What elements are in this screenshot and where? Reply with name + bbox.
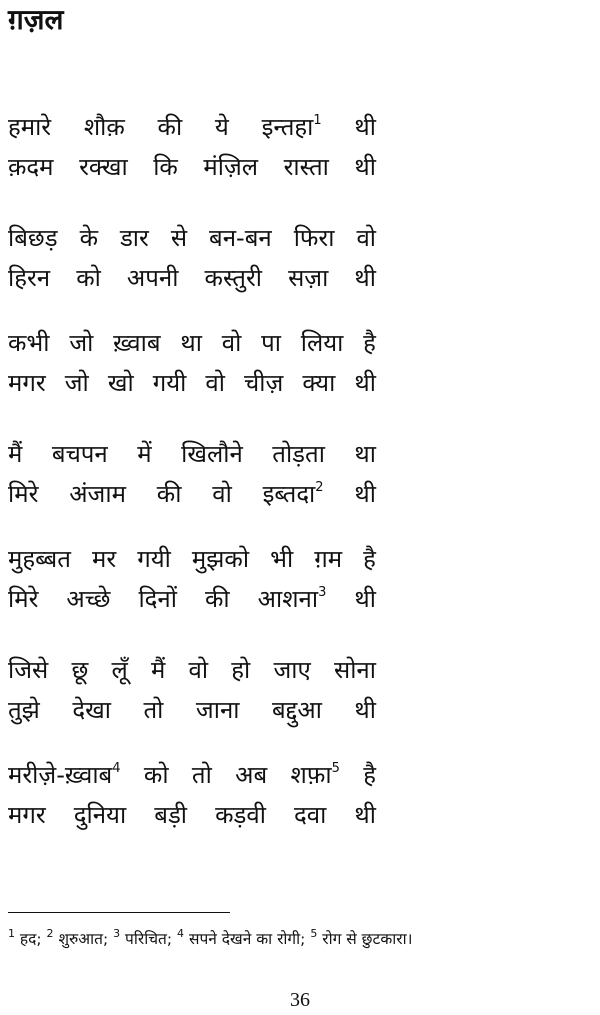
poem-word-text: तुझे (8, 696, 40, 724)
poem-line (8, 539, 376, 579)
poem-word-text: दुनिया (73, 801, 127, 829)
poem-word-text: जो (69, 329, 94, 357)
poem-word-text: कि (153, 153, 178, 181)
poem-word-text: हमारे (8, 113, 52, 141)
poem-word-text: लूँ (111, 656, 128, 684)
poem-word-text: थी (354, 153, 376, 181)
poem-word (52, 434, 108, 474)
poem-word-text: गयी (137, 545, 171, 573)
poem-word-text: अपनी (126, 264, 179, 292)
poem-word (273, 650, 310, 690)
poem-word-text: था (180, 329, 202, 357)
poem-word (8, 218, 58, 258)
poem-word-text: वो (188, 656, 209, 684)
poem-word (356, 218, 376, 258)
poem-word (8, 690, 40, 730)
poem-word-text: रक्खा (79, 153, 128, 181)
poem-word-text: थी (354, 480, 376, 508)
poem-word-text: की (156, 480, 182, 508)
footnote-number: 2 (46, 927, 54, 940)
poem-line (8, 107, 376, 147)
poem-line (8, 218, 376, 258)
poem-word (8, 434, 22, 474)
poem-word-text: है (363, 329, 376, 357)
poem-word-text: बड़ी (154, 801, 188, 829)
poem-word-text: बन-बन (209, 224, 272, 252)
footnote-item (46, 927, 114, 948)
poem-word-text: वो (221, 329, 242, 357)
poem-word (69, 474, 126, 514)
poem-word (8, 474, 38, 514)
poem-line (8, 690, 376, 730)
poem-word (354, 579, 376, 619)
poem-word-text: मिरे (8, 585, 39, 613)
poem-word-text: था (354, 440, 376, 468)
poem-word-text: बचपन (51, 440, 108, 468)
poem-word (180, 323, 202, 363)
poem-word-text: चीज़ (244, 369, 284, 397)
footnote-item (8, 927, 47, 948)
poem-word-text: थी (354, 369, 376, 397)
poem-word-text: खो (107, 369, 134, 397)
footnote-divider (8, 912, 230, 913)
poem-word-text: वो (212, 480, 232, 508)
poem-word (354, 795, 376, 835)
poem-word-text: आशना (257, 585, 319, 613)
poem-word-text: को (143, 761, 169, 789)
stanza (8, 539, 376, 619)
poem-word (334, 650, 376, 690)
poem-word (108, 363, 134, 403)
poem-line (8, 579, 376, 619)
poem-word (354, 434, 376, 474)
page-title: ग़ज़ल (8, 3, 64, 36)
poem-word-text: मिरे (8, 480, 39, 508)
poem-word-text: मुझको (191, 545, 250, 573)
poem-word (205, 258, 262, 298)
poem-word (84, 107, 125, 147)
poem-word-text: है (363, 761, 376, 789)
poem-word (151, 650, 165, 690)
poem-word-text: वो (205, 369, 225, 397)
footnote-marker: 5 (331, 761, 340, 776)
poem-word (363, 539, 376, 579)
poem-word-text: थी (354, 696, 376, 724)
poem-word-text: से (170, 224, 188, 252)
stanza (8, 650, 376, 730)
footnote-text: सपने देखने का रोगी; (184, 930, 311, 948)
poem-word-text: देखा (72, 696, 111, 724)
poem-line (8, 474, 376, 514)
poem-word (192, 539, 249, 579)
poem-word-text: वो (356, 224, 376, 252)
poem-word-text: तोड़ता (272, 440, 325, 468)
poem-word-text: भी (270, 545, 294, 573)
poem-word (291, 755, 340, 795)
poem-word-text: को (76, 264, 101, 292)
poem-word (222, 323, 242, 363)
poem-word (192, 755, 212, 795)
footnote-marker: 2 (315, 480, 324, 495)
poem-word (8, 579, 38, 619)
poem-word (8, 650, 48, 690)
poem-word-text: दिनों (138, 585, 177, 613)
poem-word-text: मंज़िल (203, 153, 259, 181)
poem-word-text: शफ़ा (290, 761, 332, 789)
poem-word (143, 690, 163, 730)
poem-word (8, 147, 54, 187)
poem-word-text: की (204, 585, 230, 613)
poem-word (153, 147, 178, 187)
stanza (8, 218, 376, 298)
poem-word (111, 650, 127, 690)
poem-word-text: जाए (273, 656, 311, 684)
poem-word (80, 218, 98, 258)
footnote-item (177, 927, 311, 948)
poem-word (137, 539, 171, 579)
poem-word-text: अंजाम (69, 480, 126, 508)
poem-word-text: मगर (8, 801, 46, 829)
poem-word-text: इन्तहा (261, 113, 314, 141)
poem-word (354, 474, 376, 514)
stanza (8, 323, 376, 403)
poem-word (288, 258, 328, 298)
poem-word-text: दवा (294, 801, 327, 829)
poem-word-text: मैं (8, 440, 23, 468)
poem-word-text: डार (119, 224, 149, 252)
poem-word (363, 323, 376, 363)
poem-word-text: शौक़ (83, 113, 125, 141)
poem-word (284, 147, 329, 187)
poem-word (215, 107, 229, 147)
poem-word (154, 795, 187, 835)
poem-word (65, 363, 89, 403)
poem-word (76, 258, 101, 298)
poem-word (272, 690, 322, 730)
poem-word (314, 539, 342, 579)
poem-word (261, 323, 281, 363)
poem-word-text: कस्तुरी (204, 264, 262, 292)
poem-word (354, 107, 376, 147)
poem-word-text: मगर (8, 369, 46, 397)
poem-line (8, 323, 376, 363)
poem-word (215, 795, 266, 835)
poem-word (203, 147, 258, 187)
poem-word-text: है (363, 545, 376, 573)
footnote-text: परिचित; (120, 930, 178, 948)
poem-word (79, 147, 128, 187)
poem-word-text: पा (261, 329, 281, 357)
poem-word (153, 363, 187, 403)
poem-word-text: बिछड़ (8, 224, 58, 252)
poem-word-text: छू (71, 656, 89, 684)
poem-word (235, 755, 267, 795)
poem-word (8, 323, 50, 363)
poem-word (8, 258, 50, 298)
poem-word (92, 539, 116, 579)
poem-word-text: अब (235, 761, 268, 789)
poem-word (189, 650, 209, 690)
poem-word-text: कभी (8, 329, 50, 357)
poem-word (302, 363, 335, 403)
poem-word (137, 434, 151, 474)
poem-word-text: के (79, 224, 98, 252)
poem-word (120, 218, 149, 258)
poem-word-text: क्या (302, 369, 336, 397)
poem-word-text: हो (231, 656, 251, 684)
poem-word (294, 218, 335, 258)
poem-word (69, 323, 93, 363)
footnote-number: 1 (8, 927, 15, 940)
poem-word-text: मुहब्बत (8, 545, 71, 573)
poem-word (262, 107, 322, 147)
poem-word-text: खिलौने (181, 440, 243, 468)
footnote-marker: 3 (318, 585, 327, 600)
poem-word-text: मैं (150, 656, 166, 684)
poem-word (354, 147, 376, 187)
poem-word (113, 323, 160, 363)
poem-word (157, 474, 182, 514)
poem-word (354, 258, 376, 298)
poem-word-text: में (137, 440, 152, 468)
footnote-number: 3 (113, 927, 121, 940)
poem-word-text: रास्ता (283, 153, 329, 181)
poem-word-text: सज़ा (288, 264, 329, 292)
poem-word (181, 434, 243, 474)
poem-line (8, 755, 376, 795)
poem-word (8, 107, 51, 147)
poem-word (363, 755, 376, 795)
poem-word (8, 539, 71, 579)
poem-word (158, 107, 183, 147)
poem-word (354, 690, 376, 730)
footnote-number: 5 (310, 927, 318, 940)
poem-word-text: अच्छे (66, 585, 111, 613)
poem-line (8, 258, 376, 298)
poem-word (144, 755, 169, 795)
poem-word-text: थी (354, 113, 376, 141)
poem-word (212, 474, 232, 514)
poem-word (127, 258, 179, 298)
poem-word-text: थी (354, 801, 376, 829)
footnotes (8, 926, 600, 952)
poem-word (72, 690, 111, 730)
poem-word-text: कड़वी (215, 801, 266, 829)
stanza (8, 434, 376, 514)
poem-word (74, 795, 126, 835)
poem-line (8, 363, 376, 403)
footnote-number: 4 (177, 927, 185, 940)
footnote-item (310, 927, 413, 948)
poem-word (71, 650, 88, 690)
poem-word-text: मर (91, 545, 117, 573)
poem-word-text: तो (191, 761, 212, 789)
poem-word (138, 579, 177, 619)
poem-word-text: जिसे (8, 656, 49, 684)
poem-word (231, 650, 250, 690)
poem-word (301, 323, 344, 363)
poem-word-text: ग़म (314, 545, 343, 573)
footnote-marker: 4 (112, 761, 121, 776)
poem-word (209, 218, 272, 258)
poem-word-text: ये (214, 113, 229, 141)
poem-word (8, 755, 121, 795)
poem-word (196, 690, 240, 730)
poem-word-text: फिरा (293, 224, 335, 252)
poem-word (244, 363, 283, 403)
poem-word (272, 434, 325, 474)
footnote-marker: 1 (313, 113, 322, 128)
poem-word-text: क़दम (8, 153, 54, 181)
poem-word-text: तो (143, 696, 164, 724)
poem-word (205, 579, 230, 619)
poem-word (66, 579, 110, 619)
poem-word-text: बद्दुआ (272, 696, 322, 724)
footnote-text: शुरुआत; (53, 930, 114, 948)
poem-line (8, 147, 376, 187)
poem-word-text: थी (354, 585, 376, 613)
poem-line (8, 650, 376, 690)
poem-word (263, 474, 324, 514)
poem-word-text: सोना (333, 656, 376, 684)
poem-word (270, 539, 293, 579)
poem-word (354, 363, 376, 403)
poem-word (171, 218, 187, 258)
poem-word-text: की (157, 113, 183, 141)
poem-word (258, 579, 327, 619)
poem-word (8, 363, 46, 403)
poem-word-text: इब्तदा (262, 480, 316, 508)
poem-word-text: गयी (152, 369, 187, 397)
stanza (8, 107, 376, 187)
poem-word-text: थी (354, 264, 376, 292)
stanza (8, 755, 376, 835)
poem-word-text: ख़्वाब (113, 329, 161, 357)
poem-word (294, 795, 326, 835)
poem-word (8, 795, 46, 835)
poem-word-text: लिया (300, 329, 344, 357)
poem-word-text: जाना (195, 696, 240, 724)
footnote-text: हद; (15, 930, 47, 948)
poem-word-text: जो (64, 369, 89, 397)
footnote-item (113, 927, 178, 948)
footnote-text: रोग से छुटकारा। (317, 930, 413, 948)
poem-line (8, 795, 376, 835)
poem-word-text: हिरन (8, 264, 51, 292)
poem-line (8, 434, 376, 474)
poem-word-text: मरीज़े-ख़्वाब (8, 761, 113, 789)
poem-word (205, 363, 225, 403)
page-number: 36 (290, 989, 310, 1011)
